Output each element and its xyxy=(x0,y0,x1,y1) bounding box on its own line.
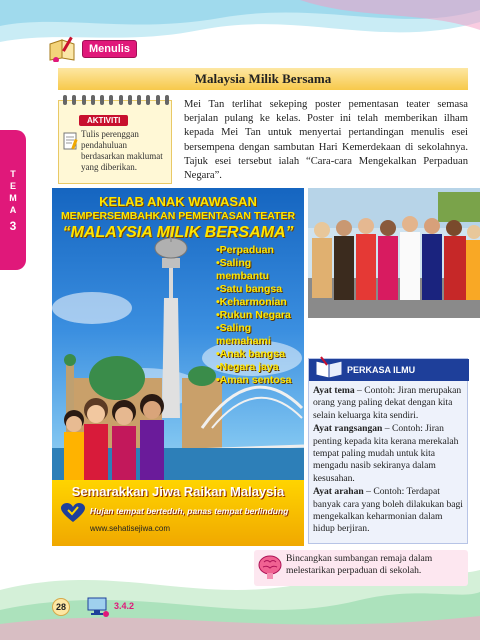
activity-text: Tulis perenggan pendahuluan berdasarkan maklumat yang diberikan. xyxy=(81,129,163,172)
knowledge-box xyxy=(308,358,468,544)
page-number: 28 xyxy=(52,598,70,616)
knowledge-item: Ayat tema – Contoh: Jiran merupakan orang yang paling dekat dengan kita selain keluarga kita sendiri. xyxy=(313,385,462,421)
section-header xyxy=(48,36,137,62)
pencil-note-icon xyxy=(63,131,79,151)
theme-label: T xyxy=(10,169,16,179)
knowledge-item: Ayat arahan – Contoh: Terdapat banyak cara yang boleh dilakukan bagi mengekalkan keharmonian dalam hidup berjiran. xyxy=(313,486,463,535)
theatre-poster xyxy=(52,188,304,546)
activity-box xyxy=(58,100,172,184)
theme-side-tab: T E M A 3 xyxy=(0,130,26,270)
poster-presents: MEMPERSEMBAHKAN PEMENTASAN TEATER xyxy=(60,210,296,222)
discussion-text: Bincangkan sumbangan remaja dalam melestarikan perpaduan di sekolah. xyxy=(286,553,433,576)
poster-subslogan: Hujan tempat berteduh, panas tempat berlindung xyxy=(90,506,289,516)
unity-crowd-photo xyxy=(308,188,480,318)
knowledge-body xyxy=(313,385,465,537)
poster-club-name: KELAB ANAK WAWASAN xyxy=(99,194,257,209)
list-item: •Aman sentosa xyxy=(216,374,292,386)
open-book-icon xyxy=(315,355,343,379)
notepad-rings xyxy=(63,95,169,105)
list-item: •Anak bangsa xyxy=(216,348,286,360)
list-item: •Saling memahami xyxy=(216,322,271,347)
standard-code: 3.4.2 xyxy=(114,601,135,611)
activity-heading: AKTIVITI xyxy=(79,115,128,126)
knowledge-item: Ayat rangsangan – Contoh: Jiran penting kepada kita kerana merekalah tempat paling mudah untuk kita mengadu nasib sekiranya dalam kesusahan. xyxy=(313,423,459,484)
list-item: •Satu bangsa xyxy=(216,283,283,295)
poster-values-list xyxy=(216,244,304,387)
list-item: •Keharmonian xyxy=(216,296,287,308)
poster-url: www.sehatisejiwa.com xyxy=(90,524,171,533)
brain-icon xyxy=(258,554,282,580)
heart-logo-icon xyxy=(60,502,86,524)
computer-icon xyxy=(86,594,110,618)
book-pen-icon xyxy=(48,36,78,62)
page-title: Malaysia Milik Bersama xyxy=(58,68,468,90)
poster-slogan: Semarakkan Jiwa Raikan Malaysia xyxy=(71,484,285,499)
list-item: •Perpaduan xyxy=(216,244,274,256)
intro-paragraph: Mei Tan terlihat sekeping poster pementasan teater semasa berjalan pulang ke kelas. Poster ini telah memberikan ilham kepada Mei Tan untuk menyertai pertandingan menulis esei bersempena dengan sambutan Hari Kemerdekaan di sekolahnya. Tajuk esei tersebut ialah “Cara-cara Mengekalkan Perpaduan Negara”. xyxy=(184,99,468,182)
list-item: •Negara jaya xyxy=(216,361,279,373)
list-item: •Rukun Negara xyxy=(216,309,291,321)
list-item: •Saling membantu xyxy=(216,257,270,282)
discussion-box xyxy=(254,550,468,586)
section-label: Menulis xyxy=(82,40,137,58)
knowledge-heading: PERKASA ILMU xyxy=(309,359,469,381)
poster-play-title: “MALAYSIA MILIK BERSAMA” xyxy=(62,224,294,241)
theme-number: 3 xyxy=(9,219,17,233)
